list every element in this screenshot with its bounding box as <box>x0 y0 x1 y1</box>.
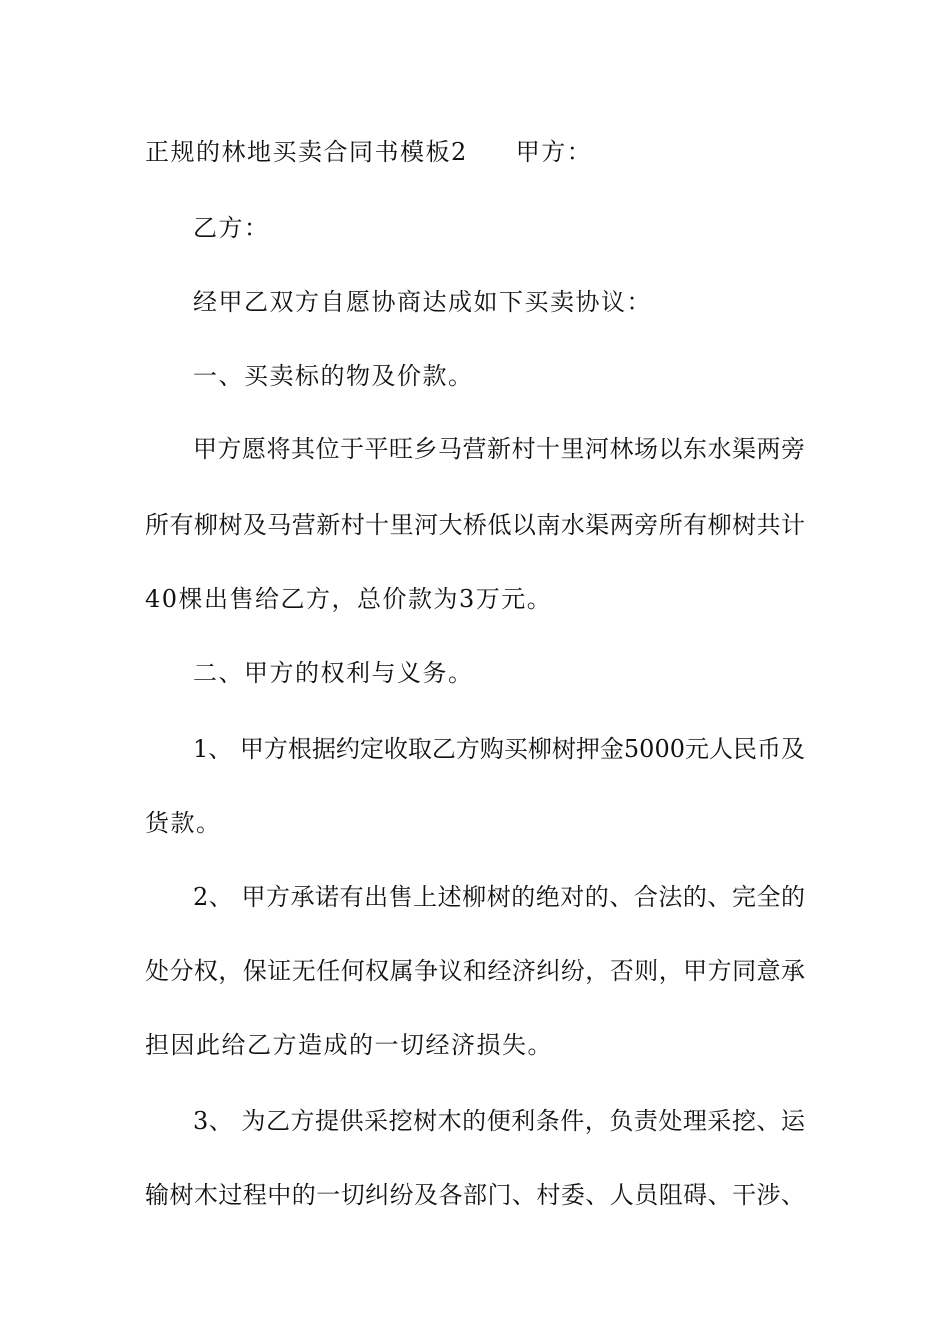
section1-line-2: 所有柳树及马营新村十里河大桥低以南水渠两旁所有柳树共计 <box>145 511 805 539</box>
party-b-label: 乙方： <box>193 214 270 242</box>
intro-paragraph: 经甲乙双方自愿协商达成如下买卖协议： <box>193 288 652 316</box>
document-title: 正规的林地买卖合同书模板2 <box>145 138 468 166</box>
section1-line-3: 40棵出售给乙方，总价款为3万元。 <box>145 585 553 613</box>
section1-line-1: 甲方愿将其位于平旺乡马营新村十里河林场以东水渠两旁 <box>193 435 805 463</box>
party-a-label: 甲方： <box>515 138 593 166</box>
item2-line-2: 处分权，保证无任何权属争议和经济纠纷，否则，甲方同意承 <box>145 957 805 985</box>
item2-line-3: 担因此给乙方造成的一切经济损失。 <box>145 1031 553 1059</box>
item3-line-2: 输树木过程中的一切纠纷及各部门、村委、人员阻碍、干涉、 <box>145 1181 805 1209</box>
item2-line-1: 2、 甲方承诺有出售上述柳树的绝对的、合法的、完全的 <box>193 883 805 911</box>
item3-line-1: 3、 为乙方提供采挖树木的便利条件，负责处理采挖、运 <box>193 1107 805 1135</box>
section2-heading: 二、甲方的权利与义务。 <box>193 659 474 687</box>
title-line <box>145 140 805 164</box>
item1-line-2: 货款。 <box>145 809 222 837</box>
item1-line-1: 1、 甲方根据约定收取乙方购买柳树押金5000元人民币及 <box>193 735 805 763</box>
section1-heading: 一、买卖标的物及价款。 <box>193 362 474 390</box>
